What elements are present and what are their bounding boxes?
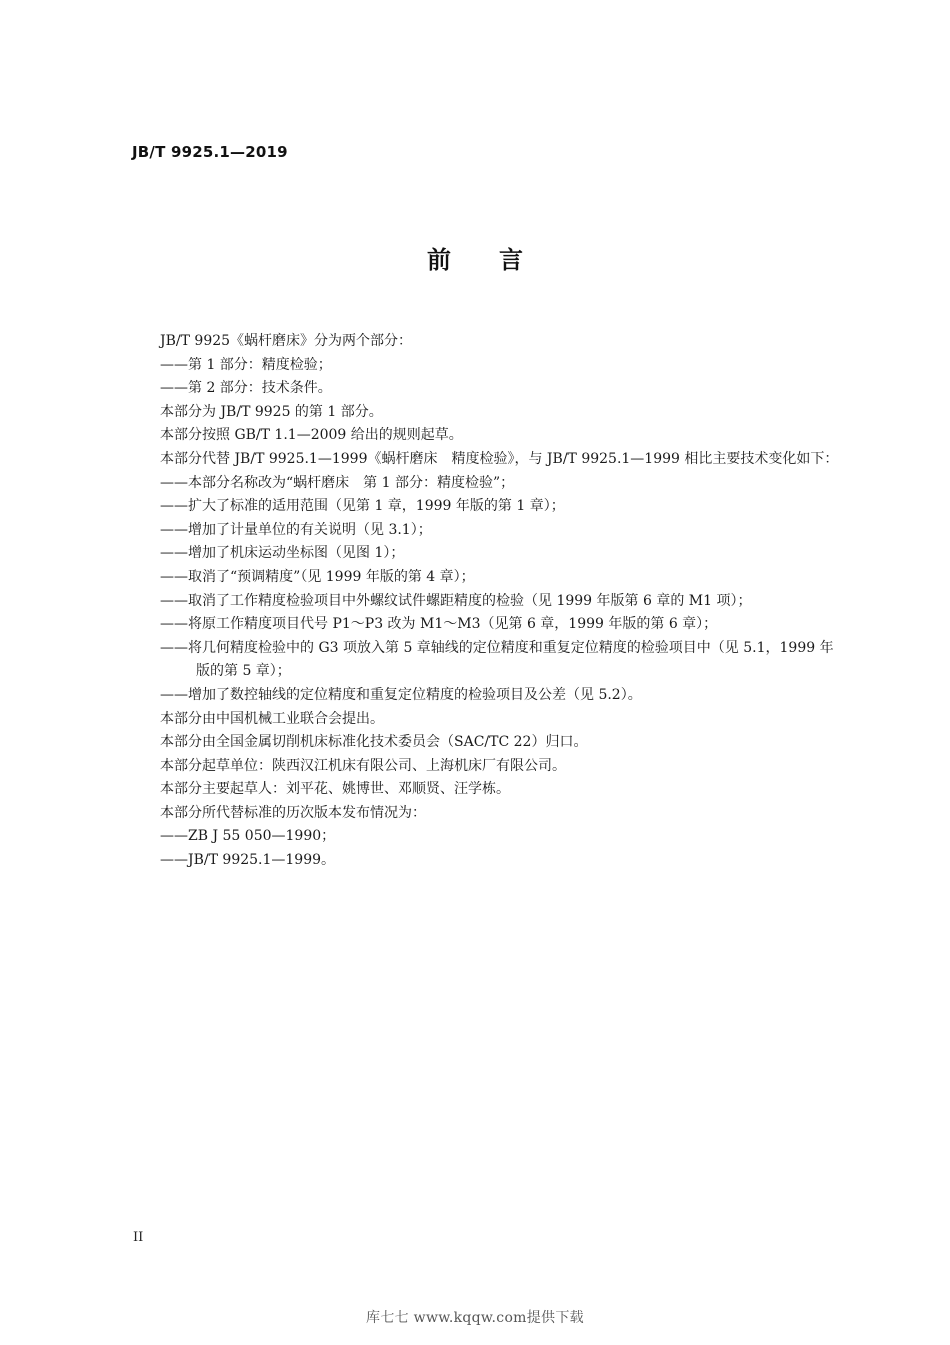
change-item: ——扩大了标准的适用范围（见第 1 章，1999 年版的第 1 章）； [160,498,565,515]
paragraph-drafting-rules: 本部分按照 GB/T 1.1—2009 给出的规则起草。 [160,427,463,444]
paragraph-this-part: 本部分为 JB/T 9925 的第 1 部分。 [160,403,383,420]
change-item: ——将原工作精度项目代号 P1～P3 改为 M1～M3（见第 6 章，1999 年版的第 6 章）； [160,616,718,633]
history-item: ——JB/T 9925.1—1999。 [160,852,336,869]
paragraph-proposer: 本部分由中国机械工业联合会提出。 [160,710,384,727]
change-item: ——增加了机床运动坐标图（见图 1）； [160,545,405,562]
paragraph-history-intro: 本部分所代替标准的历次版本发布情况为： [160,804,426,821]
paragraph-parts-intro: JB/T 9925《蜗杆磨床》分为两个部分： [160,333,413,349]
list-item-part-2: ——第 2 部分：技术条件。 [160,380,332,397]
change-item: ——取消了工作精度检验项目中外螺纹试件螺距精度的检验（见 1999 年版第 6 章的 M1 项）； [160,592,752,609]
history-item: ——ZB J 55 050—1990； [160,828,336,845]
change-item: ——增加了数控轴线的定位精度和重复定位精度的检验项目及公差（见 5.2）。 [160,686,642,703]
footer-download-credit: 库七七 www.kqqw.com提供下载 [366,1310,584,1326]
page-title: 前言 [427,246,571,274]
list-item-part-1: ——第 1 部分：精度检验； [160,356,332,373]
change-item: ——取消了“预调精度”（见 1999 年版的第 4 章）； [160,568,475,585]
change-item: ——增加了计量单位的有关说明（见 3.1）； [160,521,432,538]
foreword-body [132,330,844,873]
paragraph-drafters: 本部分主要起草人：刘平花、姚博世、邓顺贤、汪学栋。 [160,781,510,798]
paragraph-committee: 本部分由全国金属切削机床标准化技术委员会（SAC/TC 22）归口。 [160,734,588,751]
standard-code-header: JB/T 9925.1—2019 [132,143,288,161]
page-number: II [133,1230,144,1245]
change-item: ——本部分名称改为“蜗杆磨床 第 1 部分：精度检验”； [160,474,515,491]
paragraph-drafting-units: 本部分起草单位：陕西汉江机床有限公司、上海机床厂有限公司。 [160,757,566,774]
change-item: ——将几何精度检验中的 G3 项放入第 5 章轴线的定位精度和重复定位精度的检验项目中（见 5.1，1999 年版的第 5 章）； [160,639,834,680]
paragraph-replacement: 本部分代替 JB/T 9925.1—1999《蜗杆磨床 精度检验》，与 JB/T 9925.1—1999 相比主要技术变化如下： [160,450,839,467]
